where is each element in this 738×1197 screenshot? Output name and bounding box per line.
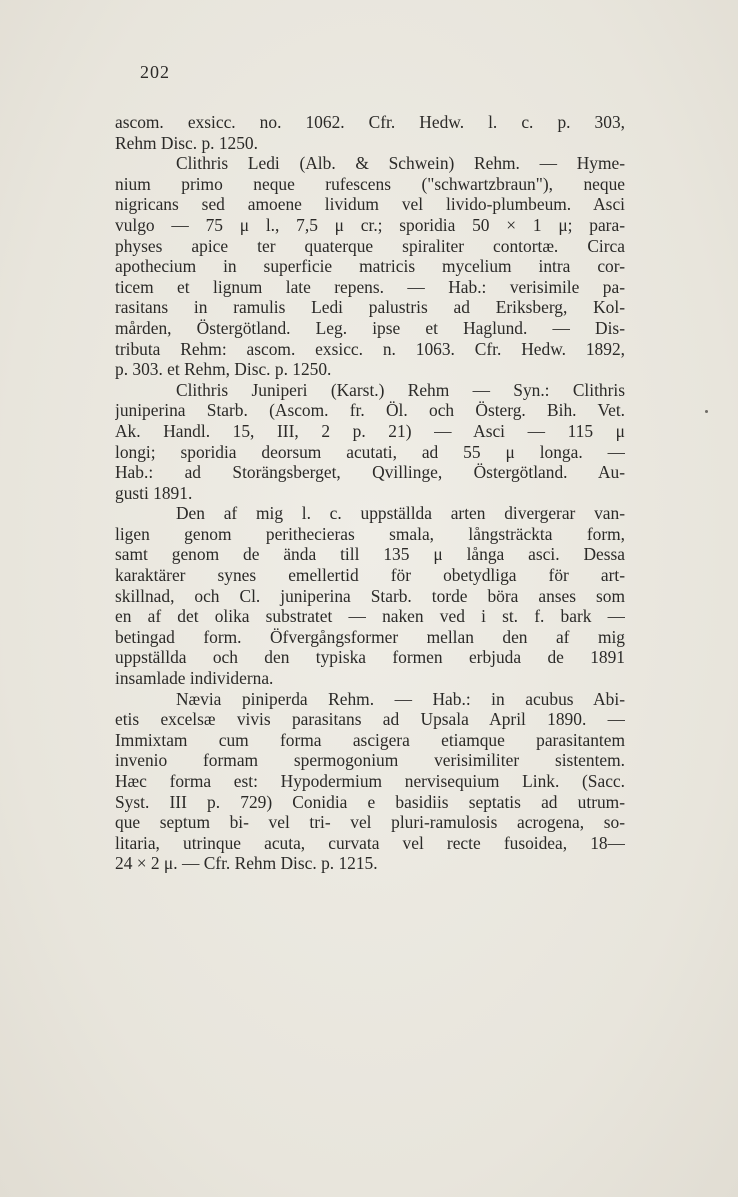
text-line: invenio formam spermogonium verisimiliter sistentem.	[115, 750, 625, 771]
text-line: Ak. Handl. 15, III, 2 p. 21) — Asci — 115 μ	[115, 420, 625, 441]
text-line: karaktärer synes emellertid för obetydliga för art-	[115, 565, 625, 586]
text-line: skillnad, och Cl. juniperina Starb. torde böra anses som	[115, 585, 625, 606]
page-number: 202	[140, 62, 170, 82]
body-text	[115, 112, 625, 874]
text-line: Immixtam cum forma ascigera etiamque parasitantem	[115, 729, 625, 750]
text-line: ticem et lignum late repens. — Hab.: verisimile pa-	[115, 276, 625, 297]
text-line: Syst. III p. 729) Conidia e basidiis septatis ad utrum-	[115, 791, 625, 812]
print-speck	[705, 410, 708, 413]
text-line: 24 × 2 μ. — Cfr. Rehm Disc. p. 1215.	[115, 853, 378, 874]
text-line: vulgo — 75 μ l., 7,5 μ cr.; sporidia 50 × 1 μ; para-	[115, 214, 625, 235]
text-line: ligen genom perithecieras smala, långsträckta form,	[115, 523, 625, 544]
text-line: uppställda och den typiska formen erbjuda de 1891	[115, 647, 625, 668]
text-line: en af det olika substratet — naken ved i st. f. bark —	[115, 606, 625, 627]
text-line: Clithris Ledi (Alb. & Schwein) Rehm. — Hyme-	[176, 153, 625, 174]
text-line: litaria, utrinque acuta, curvata vel recte fusoidea, 18—	[115, 832, 625, 853]
text-line: ascom. exsicc. no. 1062. Cfr. Hedw. l. c. p. 303,	[115, 112, 625, 132]
text-line: juniperina Starb. (Ascom. fr. Öl. och Österg. Bih. Vet.	[115, 400, 625, 421]
text-line: rasitans in ramulis Ledi palustris ad Eriksberg, Kol-	[115, 297, 625, 318]
text-line: physes apice ter quaterque spiraliter contortæ. Circa	[115, 235, 625, 256]
text-line: que septum bi- vel tri- vel pluri-ramulosis acrogena, so-	[115, 812, 625, 833]
text-line: samt genom de ända till 135 μ långa asci. Dessa	[115, 544, 625, 565]
text-line: Hæc forma est: Hypodermium nervisequium Link. (Sacc.	[115, 771, 625, 791]
text-line: etis excelsæ vivis parasitans ad Upsala April 1890. —	[115, 709, 625, 730]
text-line: longi; sporidia deorsum acutati, ad 55 μ longa. —	[115, 441, 625, 462]
text-line: betingad form. Öfvergångsformer mellan den af mig	[115, 626, 625, 647]
text-line: nium primo neque rufescens ("schwartzbraun"), neque	[115, 173, 625, 194]
text-line: Den af mig l. c. uppställda arten divergerar van-	[176, 503, 625, 524]
text-line: Nævia piniperda Rehm. — Hab.: in acubus Abi-	[176, 688, 625, 709]
text-line: nigricans sed amoene lividum vel livido-plumbeum. Asci	[115, 194, 625, 215]
text-line: p. 303. et Rehm, Disc. p. 1250.	[115, 359, 332, 380]
text-line: gusti 1891.	[115, 482, 193, 503]
text-line: mården, Östergötland. Leg. ipse et Haglund. — Dis-	[115, 317, 625, 338]
text-line: tributa Rehm: ascom. exsicc. n. 1063. Cfr. Hedw. 1892,	[115, 338, 625, 359]
text-line: insamlade individerna.	[115, 668, 274, 689]
text-line: Rehm Disc. p. 1250.	[115, 132, 258, 153]
text-line: Clithris Juniperi (Karst.) Rehm — Syn.: Clithris	[176, 379, 625, 400]
text-line: apothecium in superficie matricis mycelium intra cor-	[115, 256, 625, 277]
text-line: Hab.: ad Storängsberget, Qvillinge, Östergötland. Au-	[115, 462, 625, 483]
